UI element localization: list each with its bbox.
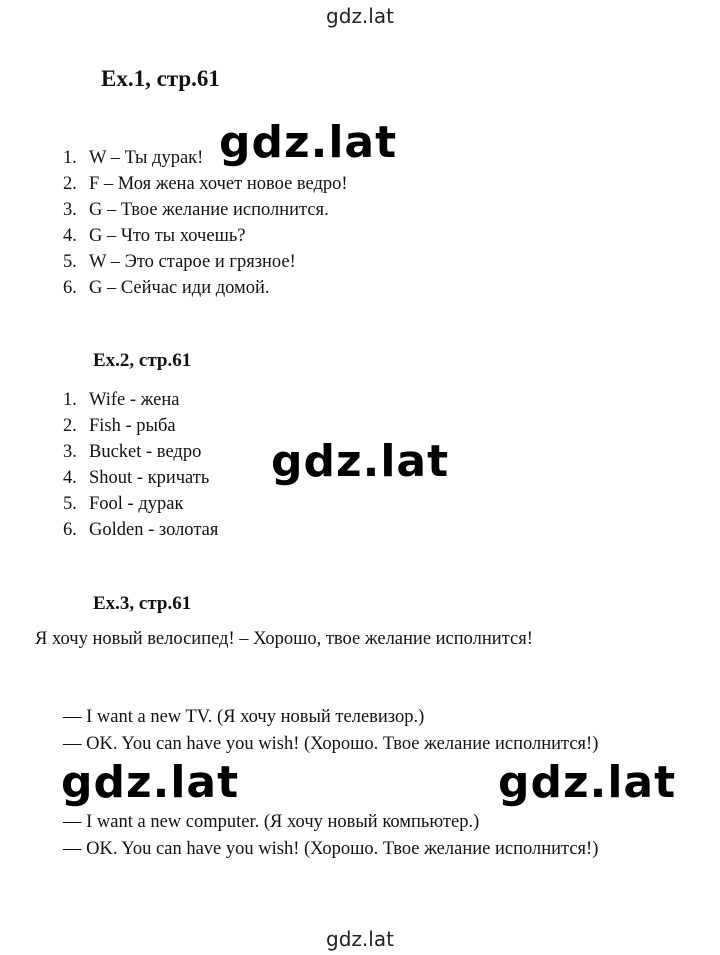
ex2-list	[63, 387, 218, 543]
ex1-list	[63, 145, 348, 301]
item-text: G – Что ты хочешь?	[89, 226, 246, 246]
list-item	[63, 517, 218, 543]
list-item	[63, 413, 218, 439]
list-item	[63, 223, 348, 249]
ex2-title: Ex.2, стр.61	[93, 350, 192, 371]
site-header: gdz.lat	[326, 4, 394, 28]
item-text: Fool - дурак	[89, 494, 184, 514]
watermark: gdz.lat	[271, 436, 450, 487]
watermark: gdz.lat	[219, 117, 398, 168]
list-item	[63, 491, 218, 517]
item-number: 3.	[63, 442, 77, 462]
list-item	[63, 197, 348, 223]
item-text: Shout - кричать	[89, 468, 210, 488]
site-footer: gdz.lat	[326, 927, 394, 951]
item-number: 4.	[63, 468, 77, 488]
list-item	[63, 249, 348, 275]
ex3-intro: Я хочу новый велосипед! – Хорошо, твое желание исполнится!	[35, 629, 533, 649]
item-number: 2.	[63, 174, 77, 194]
item-number: 1.	[63, 148, 77, 168]
item-number: 4.	[63, 226, 77, 246]
watermark: gdz.lat	[498, 757, 677, 808]
item-number: 5.	[63, 494, 77, 514]
item-number: 5.	[63, 252, 77, 272]
watermark: gdz.lat	[61, 757, 240, 808]
item-text: Fish - рыба	[89, 416, 176, 436]
ex3-title: Ex.3, стр.61	[93, 593, 192, 614]
item-number: 2.	[63, 416, 77, 436]
ex1-title: Ex.1, стр.61	[101, 66, 220, 91]
dialog-line: — OK. You can have you wish! (Хорошо. Твое желание исполнится!)	[63, 839, 599, 859]
item-number: 6.	[63, 278, 77, 298]
item-text: Wife - жена	[89, 390, 180, 410]
list-item	[63, 387, 218, 413]
list-item	[63, 465, 218, 491]
item-text: W – Ты дурак!	[89, 148, 204, 168]
item-text: G – Сейчас иди домой.	[89, 278, 270, 298]
item-text: F – Моя жена хочет новое ведро!	[89, 174, 348, 194]
item-text: Golden - золотая	[89, 520, 219, 540]
dialog-line: — I want a new TV. (Я хочу новый телевизор.)	[63, 707, 425, 727]
list-item	[63, 439, 218, 465]
item-number: 6.	[63, 520, 77, 540]
item-text: G – Твое желание исполнится.	[89, 200, 329, 220]
dialog-line: — I want a new computer. (Я хочу новый компьютер.)	[63, 812, 480, 832]
list-item	[63, 275, 348, 301]
item-text: W – Это старое и грязное!	[89, 252, 296, 272]
list-item	[63, 171, 348, 197]
item-text: Bucket - ведро	[89, 442, 202, 462]
item-number: 3.	[63, 200, 77, 220]
item-number: 1.	[63, 390, 77, 410]
dialog-line: — OK. You can have you wish! (Хорошо. Твое желание исполнится!)	[63, 734, 599, 754]
